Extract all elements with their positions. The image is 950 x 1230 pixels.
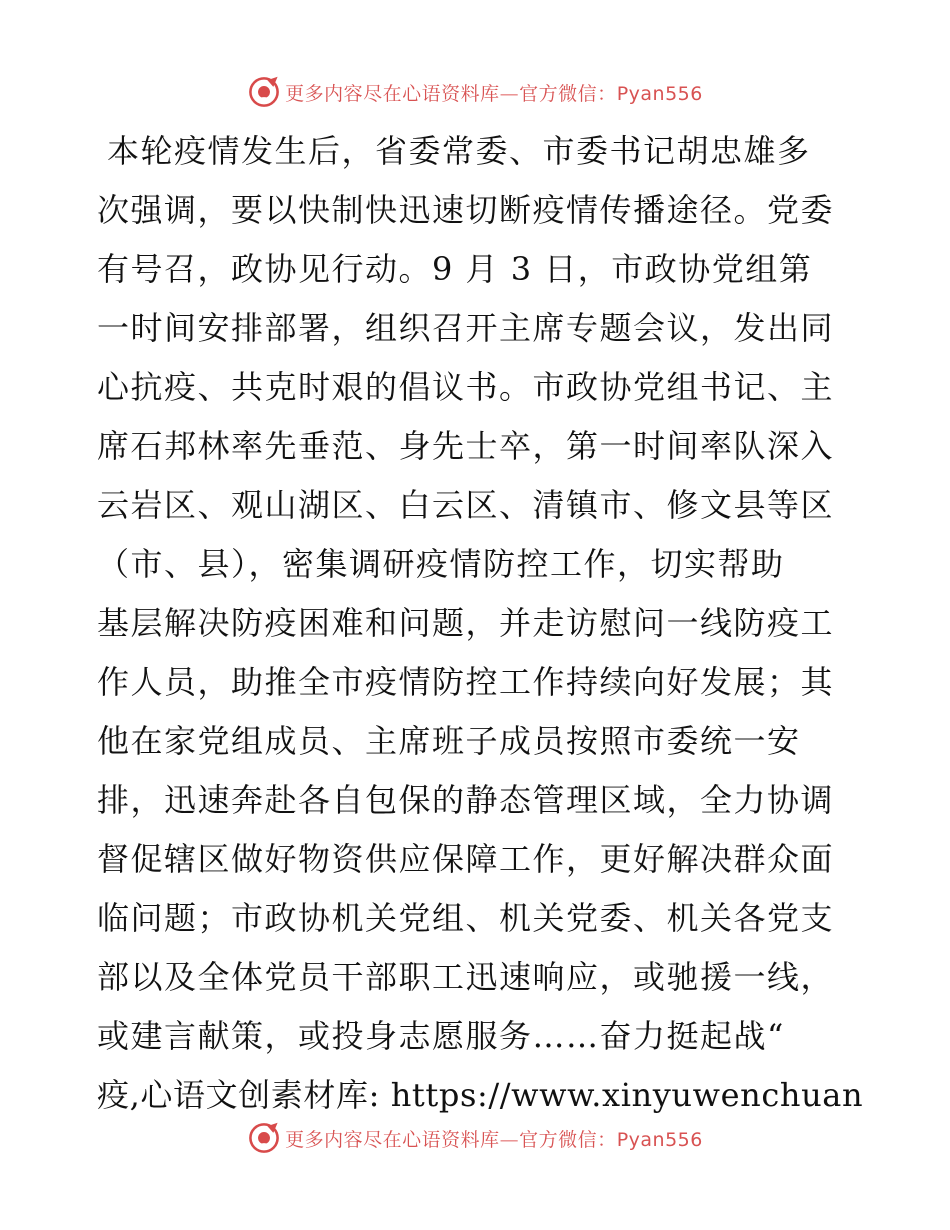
header-banner-dash: — [499, 82, 520, 105]
body-line-13: 督促辖区做好物资供应保障工作，更好解决群众面 [97, 840, 835, 878]
body-line-3: 有号召，政协见行动。9 月 3 日，市政协党组第 [97, 250, 813, 288]
header-banner-wechat: 官方微信： [519, 82, 617, 105]
body-line-8: （市、县），密集调研疫情防控工作，切实帮助 [97, 545, 785, 583]
body-line-11: 他在家党组成员、主席班子成员按照市委统一安 [97, 722, 801, 760]
footer-banner-dash: — [499, 1128, 520, 1151]
body-line-12: 排，迅速奔赴各自包保的静态管理区域，全力协调 [97, 781, 835, 819]
body-line-10: 作人员，助推全市疫情防控工作持续向好发展；其 [97, 663, 835, 701]
header-banner-id: Pyan556 [616, 82, 703, 105]
footer-banner-id: Pyan556 [616, 1128, 703, 1151]
body-line-7: 云岩区、观山湖区、白云区、清镇市、修文县等区 [97, 486, 835, 524]
footer-banner-wechat: 官方微信： [519, 1128, 617, 1151]
footer-banner-main: 更多内容尽在心语资料库 [285, 1128, 500, 1151]
document-body [97, 122, 864, 1125]
xinyu-logo-icon [247, 75, 281, 109]
footer-banner-text [285, 1125, 703, 1152]
body-line-1: 本轮疫情发生后，省委常委、市委书记胡忠雄多 [107, 132, 811, 170]
header-banner-text [285, 79, 703, 106]
body-line-15: 部以及全体党员干部职工迅速响应，或驰援一线， [97, 958, 835, 996]
body-line-16: 或建言献策，或投身志愿服务……奋力挺起战“ [97, 1017, 785, 1055]
header-banner-main: 更多内容尽在心语资料库 [285, 82, 500, 105]
body-line-9: 基层解决防疫困难和问题，并走访慰问一线防疫工 [97, 604, 835, 642]
body-line-5: 心抗疫、共克时艰的倡议书。市政协党组书记、主 [97, 368, 835, 406]
body-line-6: 席石邦林率先垂范、身先士卒，第一时间率队深入 [97, 427, 835, 465]
body-line-17: 疫,心语文创素材库: https://www.xinyuwenchuan [97, 1076, 864, 1114]
body-line-4: 一时间安排部署，组织召开主席专题会议，发出同 [97, 309, 835, 347]
body-line-2: 次强调，要以快制快迅速切断疫情传播途径。党委 [97, 191, 835, 229]
body-line-14: 临问题；市政协机关党组、机关党委、机关各党支 [97, 899, 835, 937]
header-banner [0, 72, 950, 112]
xinyu-logo-icon [247, 1121, 281, 1155]
footer-banner [0, 1118, 950, 1158]
